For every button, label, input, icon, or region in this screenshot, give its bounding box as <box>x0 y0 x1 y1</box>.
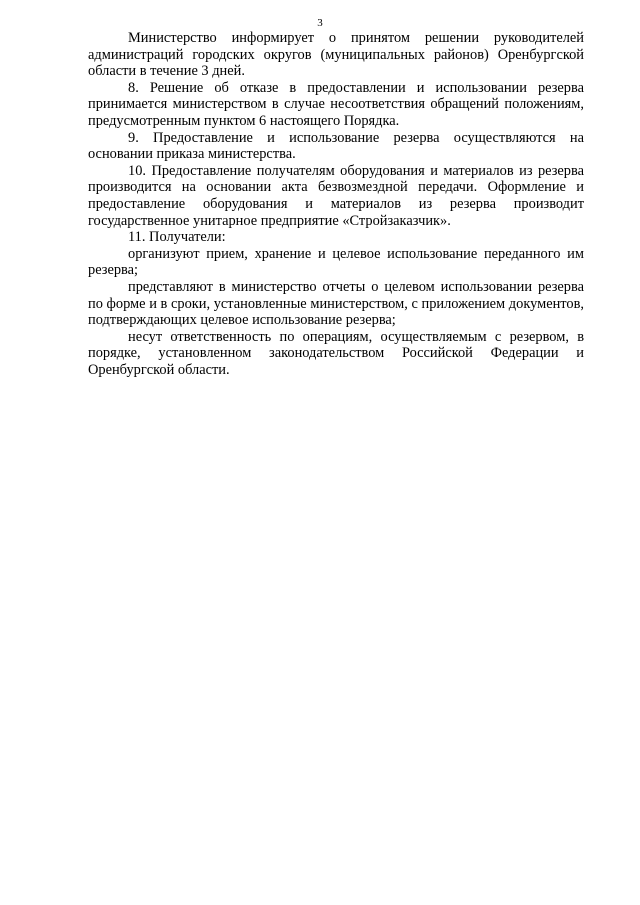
paragraph-ministry-informs: Министерство информирует о принятом решении руководителей администраций городских округов (муниципальных районов) Оренбургской области в течение 3 дней. <box>88 30 584 80</box>
paragraph-item-9: 9. Предоставление и использование резерва осуществляются на основании приказа министерства. <box>88 129 584 163</box>
paragraph-item-11-organize: организуют прием, хранение и целевое использование переданного им резерва; <box>88 245 584 279</box>
document-body <box>88 30 584 378</box>
paragraph-item-11-responsibility: несут ответственность по операциям, осуществляемым с резервом, в порядке, установленном законодательством Российской Федерации и Оренбургской области. <box>88 328 584 378</box>
paragraph-item-11-heading: 11. Получатели: <box>128 229 226 246</box>
paragraph-item-11-reports: представляют в министерство отчеты о целевом использовании резерва по форме и в сроки, установленные министерством, с приложением документов, подтверждающих целевое использование резерва; <box>88 278 584 329</box>
paragraph-item-8: 8. Решение об отказе в предоставлении и использовании резерва принимается министерством в случае несоответствия обращений положениям, предусмотренным пунктом 6 настоящего Порядка. <box>88 79 584 129</box>
page-number: 3 <box>317 17 323 29</box>
paragraph-item-10: 10. Предоставление получателям оборудования и материалов из резерва производится на основании акта безвозмездной передачи. Оформление и предоставление оборудования и материалов из резерва производит государственное унитарное предприятие «Стройзаказчик». <box>88 162 584 229</box>
